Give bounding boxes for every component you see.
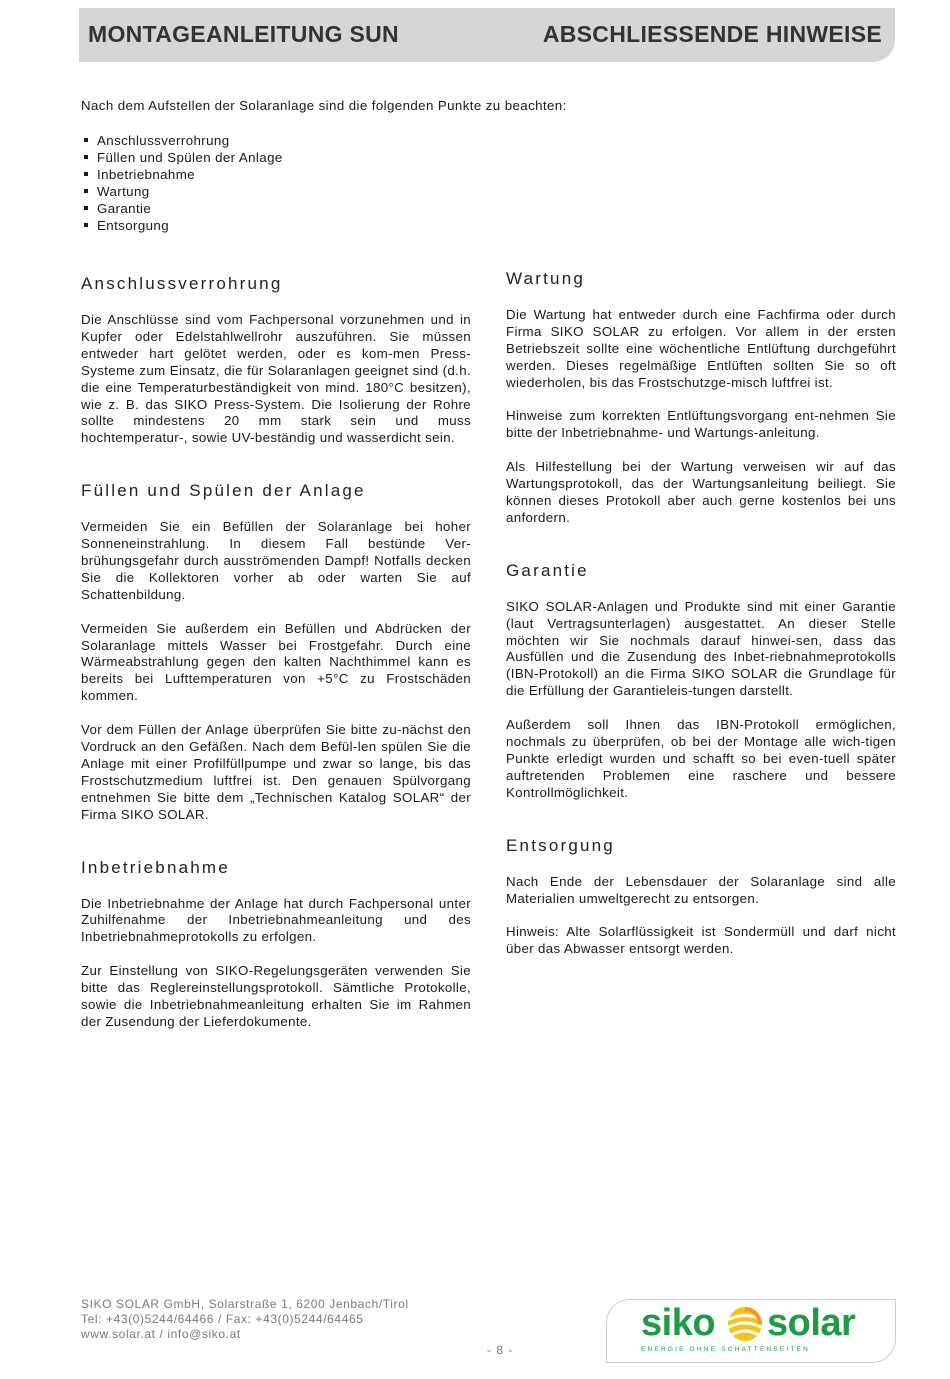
list-item: Garantie: [81, 200, 283, 217]
list-item: Füllen und Spülen der Anlage: [81, 149, 283, 166]
logo-word-solar: solar: [767, 1302, 856, 1344]
logo-tagline: ENERGIE OHNE SCHATTENSEITEN: [641, 1346, 811, 1353]
list-item: Wartung: [81, 183, 283, 200]
document-title: MONTAGEANLEITUNG SUN: [88, 21, 399, 47]
footer-phone: Tel: +43(0)5244/64466 / Fax: +43(0)5244/64465: [81, 1311, 364, 1326]
heading-entsorgung: Entsorgung: [506, 835, 615, 855]
list-item: Inbetriebnahme: [81, 166, 283, 183]
right-column: [506, 269, 896, 958]
footer-address: [81, 1297, 409, 1341]
paragraph: Die Inbetriebnahme der Anlage hat durch Fachpersonal unter Zuhilfenahme der Inbetriebnahmeanleitung und des Inbetriebnahmeprotokolls zu erfolgen.: [81, 895, 471, 945]
topic-list: [81, 132, 283, 234]
paragraph: SIKO SOLAR-Anlagen und Produkte sind mit einer Garantie (laut Vertragsunterlagen) ausgestattet. An dieser Stelle möchten wir Sie nochmals darauf hinwei-sen, dass das Ausfüllen und die Zusendung des Inbet-riebnahmeprotokolls (IBN-Protokoll) an die Firma SIKO SOLAR die Grundlage für die Erfüllung der Garantieleis-tungen darstellt.: [506, 598, 896, 699]
paragraph: Als Hilfestellung bei der Wartung verweisen wir auf das Wartungsprotokoll, das der Wartungsanleitung beiliegt. Sie können dieses Protokoll aber auch gerne kostenlos bei uns anfordern.: [506, 459, 896, 525]
company-logo: [606, 1299, 896, 1363]
heading-anschlussverrohrung: Anschlussverrohrung: [81, 274, 283, 293]
paragraph: Vor dem Füllen der Anlage überprüfen Sie bitte zu-nächst den Vordruck an den Gefäßen. Nach dem Befül-len spülen Sie die Anlage mit einer Profilfüllpumpe und zwar so lange, bis das Frostschutzmedium luftfrei ist. Den genauen Spülvorgang entnehmen Sie bitte dem „Technischen Katalog SOLAR“ der Firma SIKO SOLAR.: [81, 722, 471, 822]
heading-garantie: Garantie: [506, 560, 589, 580]
heading-wartung: Wartung: [506, 269, 586, 288]
list-item: Entsorgung: [81, 217, 283, 234]
footer-company: SIKO SOLAR GmbH, Solarstraße 1, 6200 Jenbach/Tirol: [81, 1297, 409, 1311]
paragraph: Die Anschlüsse sind vom Fachpersonal vorzunehmen und in Kupfer oder Edelstahlwellrohr auszuführen. Sie müssen entweder hart gelötet werden, oder es kom-men Press-Systeme zum Einsatz, die für Solaranlagen geeignet sind (d.h. die eine Temperaturbeständigkeit von mind. 180°C besitzen), wie z. B. das SIKO Press-System. Die Isolierung der Rohre sollte mindestens 20 mm stark sein und muss hochtemperatur-, sowie UV-beständig und wasserdicht sein.: [81, 312, 471, 446]
section-title: ABSCHLIESSENDE HINWEISE: [542, 21, 882, 47]
page-number: - 8 -: [487, 1343, 514, 1357]
heading-fuellen-spuelen: Füllen und Spülen der Anlage: [81, 481, 366, 501]
paragraph: Außerdem soll Ihnen das IBN-Protokoll ermöglichen, nochmals zu überprüfen, ob bei der Montage alle wich-tigen Punkte erledigt wurden und schafft so bei even-tuell später auftretenden Problemen eine raschere und bessere Kontrollmöglichkeit.: [506, 717, 896, 800]
logo-word-siko: siko: [641, 1302, 716, 1344]
intro-text: Nach dem Aufstellen der Solaranlage sind die folgenden Punkte zu beachten:: [81, 98, 567, 113]
paragraph: Vermeiden Sie außerdem ein Befüllen und Abdrücken der Solaranlage mittels Wasser bei Frostgefahr. Durch eine Wärmeabstrahlung gegen den kalten Nachthimmel kann es bereits bei Lufttemperaturen von +5°C zu Frostschäden kommen.: [81, 620, 471, 704]
left-column: [81, 274, 471, 1031]
heading-inbetriebnahme: Inbetriebnahme: [81, 857, 230, 877]
paragraph: Hinweis: Alte Solarflüssigkeit ist Sondermüll und darf nicht über das Abwasser entsorgt werden.: [506, 924, 896, 957]
paragraph: Nach Ende der Lebensdauer der Solaranlage sind alle Materialien umweltgerecht zu entsorgen.: [506, 873, 896, 906]
paragraph: Vermeiden Sie ein Befüllen der Solaranlage bei hoher Sonneneinstrahlung. In diesem Fall bestünde Ver-brühungsgefahr durch ausströmenden Dampf! Notfalls decken Sie die Kollektoren vorher ab oder warten Sie auf Schattenbildung.: [81, 519, 471, 602]
sun-icon: [725, 1302, 765, 1346]
paragraph: Die Wartung hat entweder durch eine Fachfirma oder durch Firma SIKO SOLAR zu erfolgen. Vor allem in der ersten Betriebszeit sollte eine wöchentliche Entlüftung durchgeführt werden. Dieses regelmäßige Entlüften sollten Sie so oft wiederholen, bis das Frostschutzge-misch luftfrei ist.: [506, 307, 896, 390]
paragraph: Zur Einstellung von SIKO-Regelungsgeräten verwenden Sie bitte das Reglereinstellungsprotokoll. Sämtliche Protokolle, sowie die Inbetriebnahmeanleitung erhalten Sie im Rahmen der Zusendung der Lieferdokumente.: [81, 963, 471, 1029]
footer-web: www.solar.at / info@siko.at: [81, 1326, 241, 1341]
list-item: Anschlussverrohrung: [81, 132, 283, 149]
paragraph: Hinweise zum korrekten Entlüftungsvorgang ent-nehmen Sie bitte der Inbetriebnahme- und Wartungs-anleitung.: [506, 408, 896, 441]
